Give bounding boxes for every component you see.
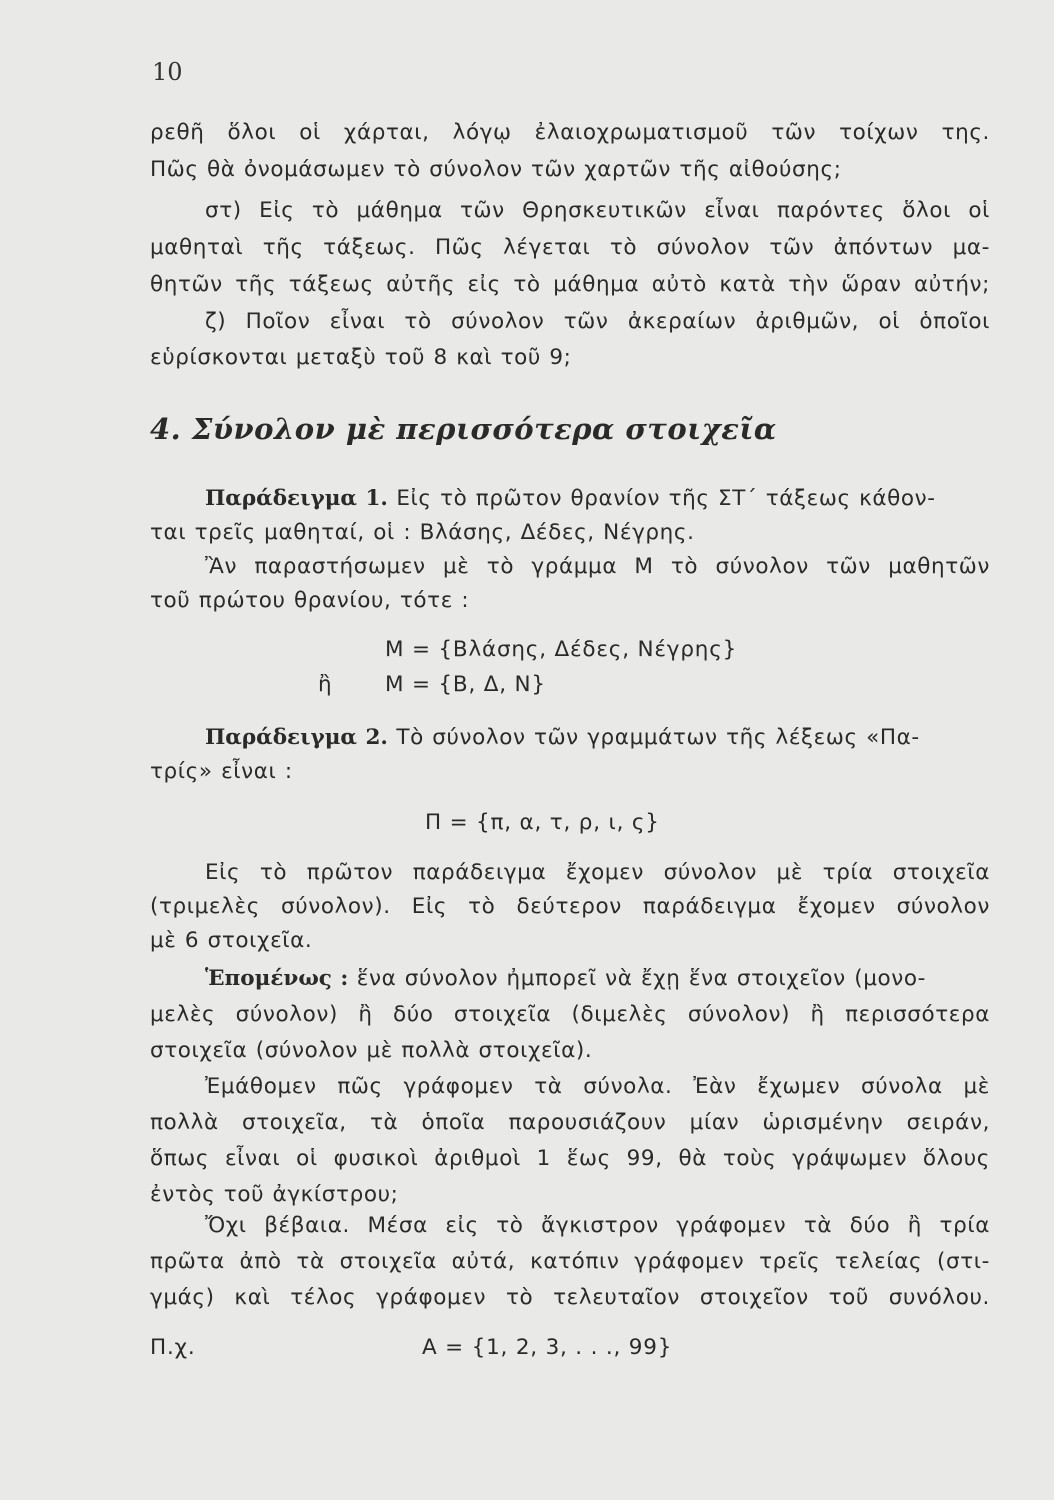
example-text: Εἰς τὸ πρῶτον θρανίον τῆς ΣΤ΄ τάξεως κάθον- bbox=[396, 486, 936, 511]
text-line: Πῶς θὰ ὀνομάσωμεν τὸ σύνολον τῶν χαρτῶν τῆς αἰθούσης; bbox=[150, 157, 842, 182]
text-line: στ) Εἰς τὸ μάθημα τῶν Θρησκευτικῶν εἶναι παρόντες ὅλοι οἱ bbox=[205, 198, 990, 223]
text-line: Ὄχι βέβαια. Μέσα εἰς τὸ ἄγκιστρον γράφομεν τὰ δύο ἢ τρία bbox=[205, 1213, 990, 1238]
text-line: πρῶτα ἀπὸ τὰ στοιχεῖα αὐτά, κατόπιν γράφομεν τρεῖς τελείας (στι- bbox=[150, 1249, 990, 1274]
example-label: Παράδειγμα 2. bbox=[205, 725, 388, 750]
text-line: μαθηταὶ τῆς τάξεως. Πῶς λέγεται τὸ σύνολον τῶν ἀπόντων μα- bbox=[150, 235, 990, 260]
equation-prefix: ἢ bbox=[318, 672, 333, 697]
text-line: Ἐμάθομεν πῶς γράφομεν τὰ σύνολα. Ἐὰν ἔχωμεν σύνολα μὲ bbox=[205, 1074, 990, 1099]
text-line: Εἰς τὸ πρῶτον παράδειγμα ἔχομεν σύνολον μὲ τρία στοιχεῖα bbox=[205, 860, 990, 885]
equation: Α = {1, 2, 3, . . ., 99} bbox=[422, 1335, 673, 1360]
section-heading: 4. Σύνολον μὲ περισσότερα στοιχεῖα bbox=[150, 412, 777, 446]
equation: Π = {π, α, τ, ρ, ι, ς} bbox=[425, 810, 660, 835]
text-line: μελὲς σύνολον) ἢ δύο στοιχεῖα (διμελὲς σύνολον) ἢ περισσότερα bbox=[150, 1002, 990, 1027]
page-number: 10 bbox=[152, 58, 183, 86]
equation-prefix: Π.χ. bbox=[150, 1335, 196, 1360]
text-line: πολλὰ στοιχεῖα, τὰ ὁποῖα παρουσιάζουν μίαν ὡρισμένην σειράν, bbox=[150, 1110, 990, 1135]
text-line: εὑρίσκονται μεταξὺ τοῦ 8 καὶ τοῦ 9; bbox=[150, 345, 572, 370]
consequence-label: Ἑπομένως : bbox=[205, 966, 349, 991]
text-line: ζ) Ποῖον εἶναι τὸ σύνολον τῶν ἀκεραίων ἀριθμῶν, οἱ ὁποῖοι bbox=[205, 309, 990, 334]
text-line: μὲ 6 στοιχεῖα. bbox=[150, 928, 313, 953]
example-text: Τὸ σύνολον τῶν γραμμάτων τῆς λέξεως «Πα- bbox=[396, 725, 920, 750]
text-line: ρεθῆ ὅλοι οἱ χάρται, λόγῳ ἐλαιοχρωματισμοῦ τῶν τοίχων της. bbox=[150, 120, 990, 145]
text-line: Ἂν παραστήσωμεν μὲ τὸ γράμμα Μ τὸ σύνολον τῶν μαθητῶν bbox=[205, 554, 990, 579]
text-line: γμάς) καὶ τέλος γράφομεν τὸ τελευταῖον στοιχεῖον τοῦ συνόλου. bbox=[150, 1285, 990, 1310]
text-line: στοιχεῖα (σύνολον μὲ πολλὰ στοιχεῖα). bbox=[150, 1038, 593, 1063]
consequence-text: ἕνα σύνολον ἠμπορεῖ νὰ ἔχῃ ἕνα στοιχεῖον (μονο- bbox=[356, 966, 926, 991]
equation: Μ = {Βλάσης, Δέδες, Νέγρης} bbox=[385, 637, 738, 662]
text-line: (τριμελὲς σύνολον). Εἰς τὸ δεύτερον παράδειγμα ἔχομεν σύνολον bbox=[150, 894, 990, 919]
text-line: ἐντὸς τοῦ ἀγκίστρου; bbox=[150, 1182, 399, 1207]
example-label: Παράδειγμα 1. bbox=[205, 486, 388, 511]
text-line: τρίς» εἶναι : bbox=[150, 759, 293, 784]
text-line bbox=[205, 723, 990, 753]
text-line: θητῶν τῆς τάξεως αὐτῆς εἰς τὸ μάθημα αὐτὸ κατὰ τὴν ὥραν αὐτήν; bbox=[150, 272, 990, 297]
text-line bbox=[205, 964, 990, 994]
text-line: ται τρεῖς μαθηταί, οἱ : Βλάσης, Δέδες, Νέγρης. bbox=[150, 520, 695, 545]
text-line bbox=[205, 484, 990, 514]
equation: Μ = {Β, Δ, Ν} bbox=[385, 672, 546, 697]
text-line: ὅπως εἶναι οἱ φυσικοὶ ἀριθμοὶ 1 ἕως 99, θὰ τοὺς γράψωμεν ὅλους bbox=[150, 1146, 990, 1171]
text-line: τοῦ πρώτου θρανίου, τότε : bbox=[150, 588, 470, 613]
